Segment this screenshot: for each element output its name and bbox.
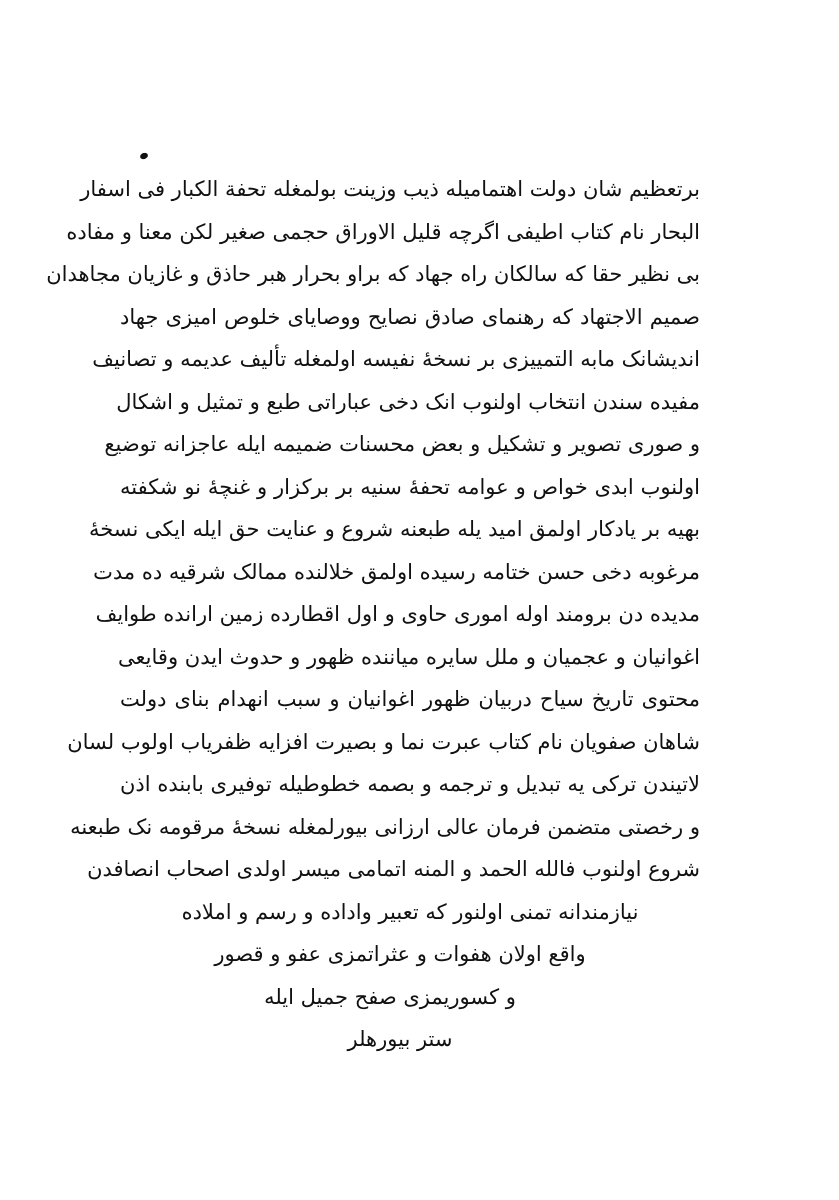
text-line-8: اولنوب ابدی خواص و عوامه تحفهٔ سنیه بر برکزار و غنچهٔ نو شکفته xyxy=(120,474,700,499)
text-line-17: شروع اولنوب فالله الحمد و المنه اتمامی میسر اولدی اصحاب انصافدن xyxy=(87,857,700,881)
text-line-2: البحار نام کتاب اطیفی اگرچه قلیل الاوراق حجمی صغیر لکن معنا و مفاده xyxy=(66,219,700,244)
text-line-5: اندیشانک مابه التمییزی بر نسخهٔ نفیسه اولمغله تألیف عدیمه و تصانیف xyxy=(92,347,700,371)
text-line-12: اغوانیان و عجمیان و ملل سایره میاننده ظهور و حدوث ایدن وقایعی xyxy=(118,644,700,669)
text-line-18: نیازمندانه تمنی اولنور که تعبیر واداده و رسم و املاده xyxy=(181,899,639,924)
text-line-6: مفیده سندن انتخاب اولنوب انک دخی عباراتی طبع و تمثیل و اشکال xyxy=(116,389,700,414)
text-line-7: و صوری تصویر و تشکیل و بعض محسنات ضمیمه ایله عاجزانه توضیع xyxy=(104,432,700,456)
text-line-9: بهیه بر یادکار اولمق امید یله طبعنه شروع و عنایت حق ایله ایکی نسخهٔ xyxy=(88,517,700,541)
text-line-14: شاهان صفویان نام کتاب عبرت نما و بصیرت افزایه ظفریاب اولوب لسان xyxy=(67,729,700,754)
text-line-19: واقع اولان هفوات و عثراتمزی عفو و قصور xyxy=(214,942,586,966)
text-line-4: صمیم الاجتهاد که رهنمای صادق نصایح ووصایای خلوص امیزی جهاد xyxy=(120,304,700,329)
body-text xyxy=(46,168,701,1061)
text-line-16: و رخصتی متضمن فرمان عالی ارزانی بیورلمغله نسخهٔ مرقومه نک طبعنه xyxy=(70,814,700,839)
text-line-1: برتعظیم شان دولت اهتمامیله ذیب وزینت بولمغله تحفة الکبار فی اسفار xyxy=(80,177,700,201)
text-line-3: بی نظیر حقا که سالکان راه جهاد که براو بحرار هبر حاذق و غازیان مجاهدان xyxy=(46,262,700,286)
text-line-13: محتوی تاریخ سیاح دربیان ظهور اغوانیان و سبب انهدام بنای دولت xyxy=(120,687,701,711)
text-line-21: ستر بیورهلر xyxy=(347,1027,453,1051)
text-line-11: مدیده دن برومند اوله اموری حاوی و اول اقطارده زمین ارانده طوایف xyxy=(95,602,700,626)
ink-mark xyxy=(139,152,149,160)
text-line-10: مرغوبه دخی حسن ختامه رسیده اولمق خلالنده ممالک شرقیه ده مدت xyxy=(93,559,700,584)
text-line-20: و کسوریمزی صفح جمیل ایله xyxy=(264,984,516,1009)
text-line-15: لاتیندن ترکی یه تبدیل و ترجمه و بصمه خطوطیله توفیری بابنده اذن xyxy=(120,772,700,796)
